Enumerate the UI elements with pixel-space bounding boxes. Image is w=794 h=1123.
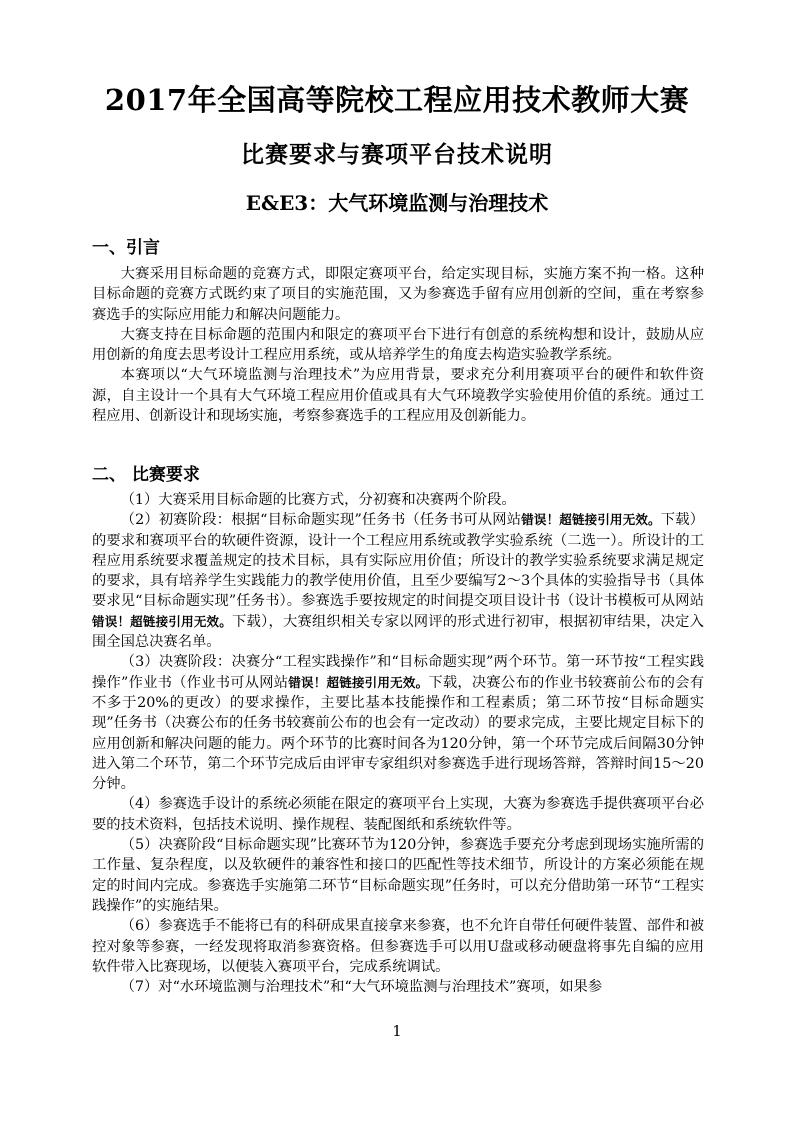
paragraph: 大赛支持在目标命题的范围内和限定的赛项平台下进行有创意的系统构想和设计，鼓励从应用创新的角度去思考设计工程应用系统，或从培养学生的角度去构造实验教学系统。 xyxy=(92,326,704,364)
section-requirements-body xyxy=(92,490,704,997)
paragraph: 本赛项以“大气环境监测与治理技术”为应用背景，要求充分利用赛项平台的硬件和软件资源，自主设计一个具有大气环境工程应用价值或具有大气环境教学实验使用价值的系统。通过工程应用、创新设计和现场实施，考察参赛选手的工程应用及创新能力。 xyxy=(92,367,704,425)
paragraph-text: 下载，决赛公布的作业书较赛前公布的会有不多于20%的更改）的要求操作，主要比基本技能操作和工程素质；第二环节按“目标命题实现”任务书（决赛公布的任务书较赛前公布的也会有一定改动）的要求完成，主要比规定目标下的应用创新和解决问题的能力。两个环节的比赛时间各为120分钟，第一个环节完成后间隔30分钟进入第二个环节，第二个环节完成后由评审专家组织对参赛选手进行现场答辩，答辩时间15～20分钟。 xyxy=(92,674,705,793)
paragraph: （7）对“水环境监测与治理技术”和“大气环境监测与治理技术”赛项，如果参 xyxy=(120,979,603,996)
paragraph-text: 下载）的要求和赛项平台的软硬件资源，设计一个工程应用系统或教学实验系统（二选一）。所设计的工程应用系统要求覆盖规定的技术目标，具有实际应用价值；所设计的教学实验系统要求满足规定的要求，具有培养学生实践能力的教学使用价值，且至少要编写2～3个具体的实验指导书（具体要求见“目标命题实现”任务书）。参赛选手要按规定的时间提交项目设计书（设计书模板可从网站 xyxy=(92,512,704,610)
paragraph xyxy=(92,510,704,652)
paragraph: 大赛采用目标命题的竞赛方式，即限定赛项平台，给定实现目标，实施方案不拘一格。这种目标命题的竞赛方式既约束了项目的实施范围，又为参赛选手留有应用创新的空间，重在考察参赛选手的实际应用能力和解决问题能力。 xyxy=(92,266,704,323)
section-heading-requirements: 二、 比赛要求 xyxy=(92,465,200,485)
paragraph-text: （2）初赛阶段：根据“目标命题实现”任务书（任务书可从网站 xyxy=(120,512,522,529)
paragraph: （4）参赛选手设计的系统必须能在限定的赛项平台上实现，大赛为参赛选手提供赛项平台必要的技术资料，包括技术说明、操作规程、装配图纸和系统软件等。 xyxy=(92,796,704,833)
document-subtitle: 比赛要求与赛项平台技术说明 xyxy=(241,141,553,168)
paragraph xyxy=(92,652,704,794)
paragraph: （6）参赛选手不能将已有的科研成果直接拿来参赛，也不允许自带任何硬件装置、部件和被控对象等参赛，一经发现将取消参赛资格。但参赛选手可以用U盘或移动硬盘将事先自编的应用软件带入比赛现场，以便装入赛项平台，完成系统调试。 xyxy=(92,918,704,975)
paragraph: （1）大赛采用目标命题的比赛方式，分初赛和决赛两个阶段。 xyxy=(120,492,516,508)
paragraph-text: 下载），大赛组织相关专家以网评的形式进行初审，根据初审结果，决定入围全国总决赛名单。 xyxy=(92,613,704,651)
hyperlink-error[interactable]: 错误！超链接引用无效。 xyxy=(521,512,661,528)
document-title: 2017年全国高等院校工程应用技术教师大赛 xyxy=(104,83,690,117)
event-title: E&E3：大气环境监测与治理技术 xyxy=(245,191,549,215)
page-number: 1 xyxy=(392,1022,402,1040)
paragraph: （5）决赛阶段“目标命题实现”比赛环节为120分钟，参赛选手要充分考虑到现场实施所需的工作量、复杂程度，以及软硬件的兼容性和接口的匹配性等技术细节，所设计的方案必须能在规定的时间内完成。参赛选手实施第二环节“目标命题实现”任务时，可以充分借助第一环节“工程实践操作”的实施结果。 xyxy=(92,837,704,914)
section-introduction-body xyxy=(92,264,704,426)
hyperlink-error[interactable]: 错误！超链接引用无效。 xyxy=(92,613,233,629)
hyperlink-error[interactable]: 错误！超链接引用无效。 xyxy=(288,674,429,690)
paragraph-text: （3）决赛阶段：决赛分“工程实践操作”和“目标命题实现”两个环节。第一环节按“工程实践操作”作业书（作业书可从网站 xyxy=(92,654,704,691)
section-heading-introduction: 一、引言 xyxy=(92,238,160,258)
